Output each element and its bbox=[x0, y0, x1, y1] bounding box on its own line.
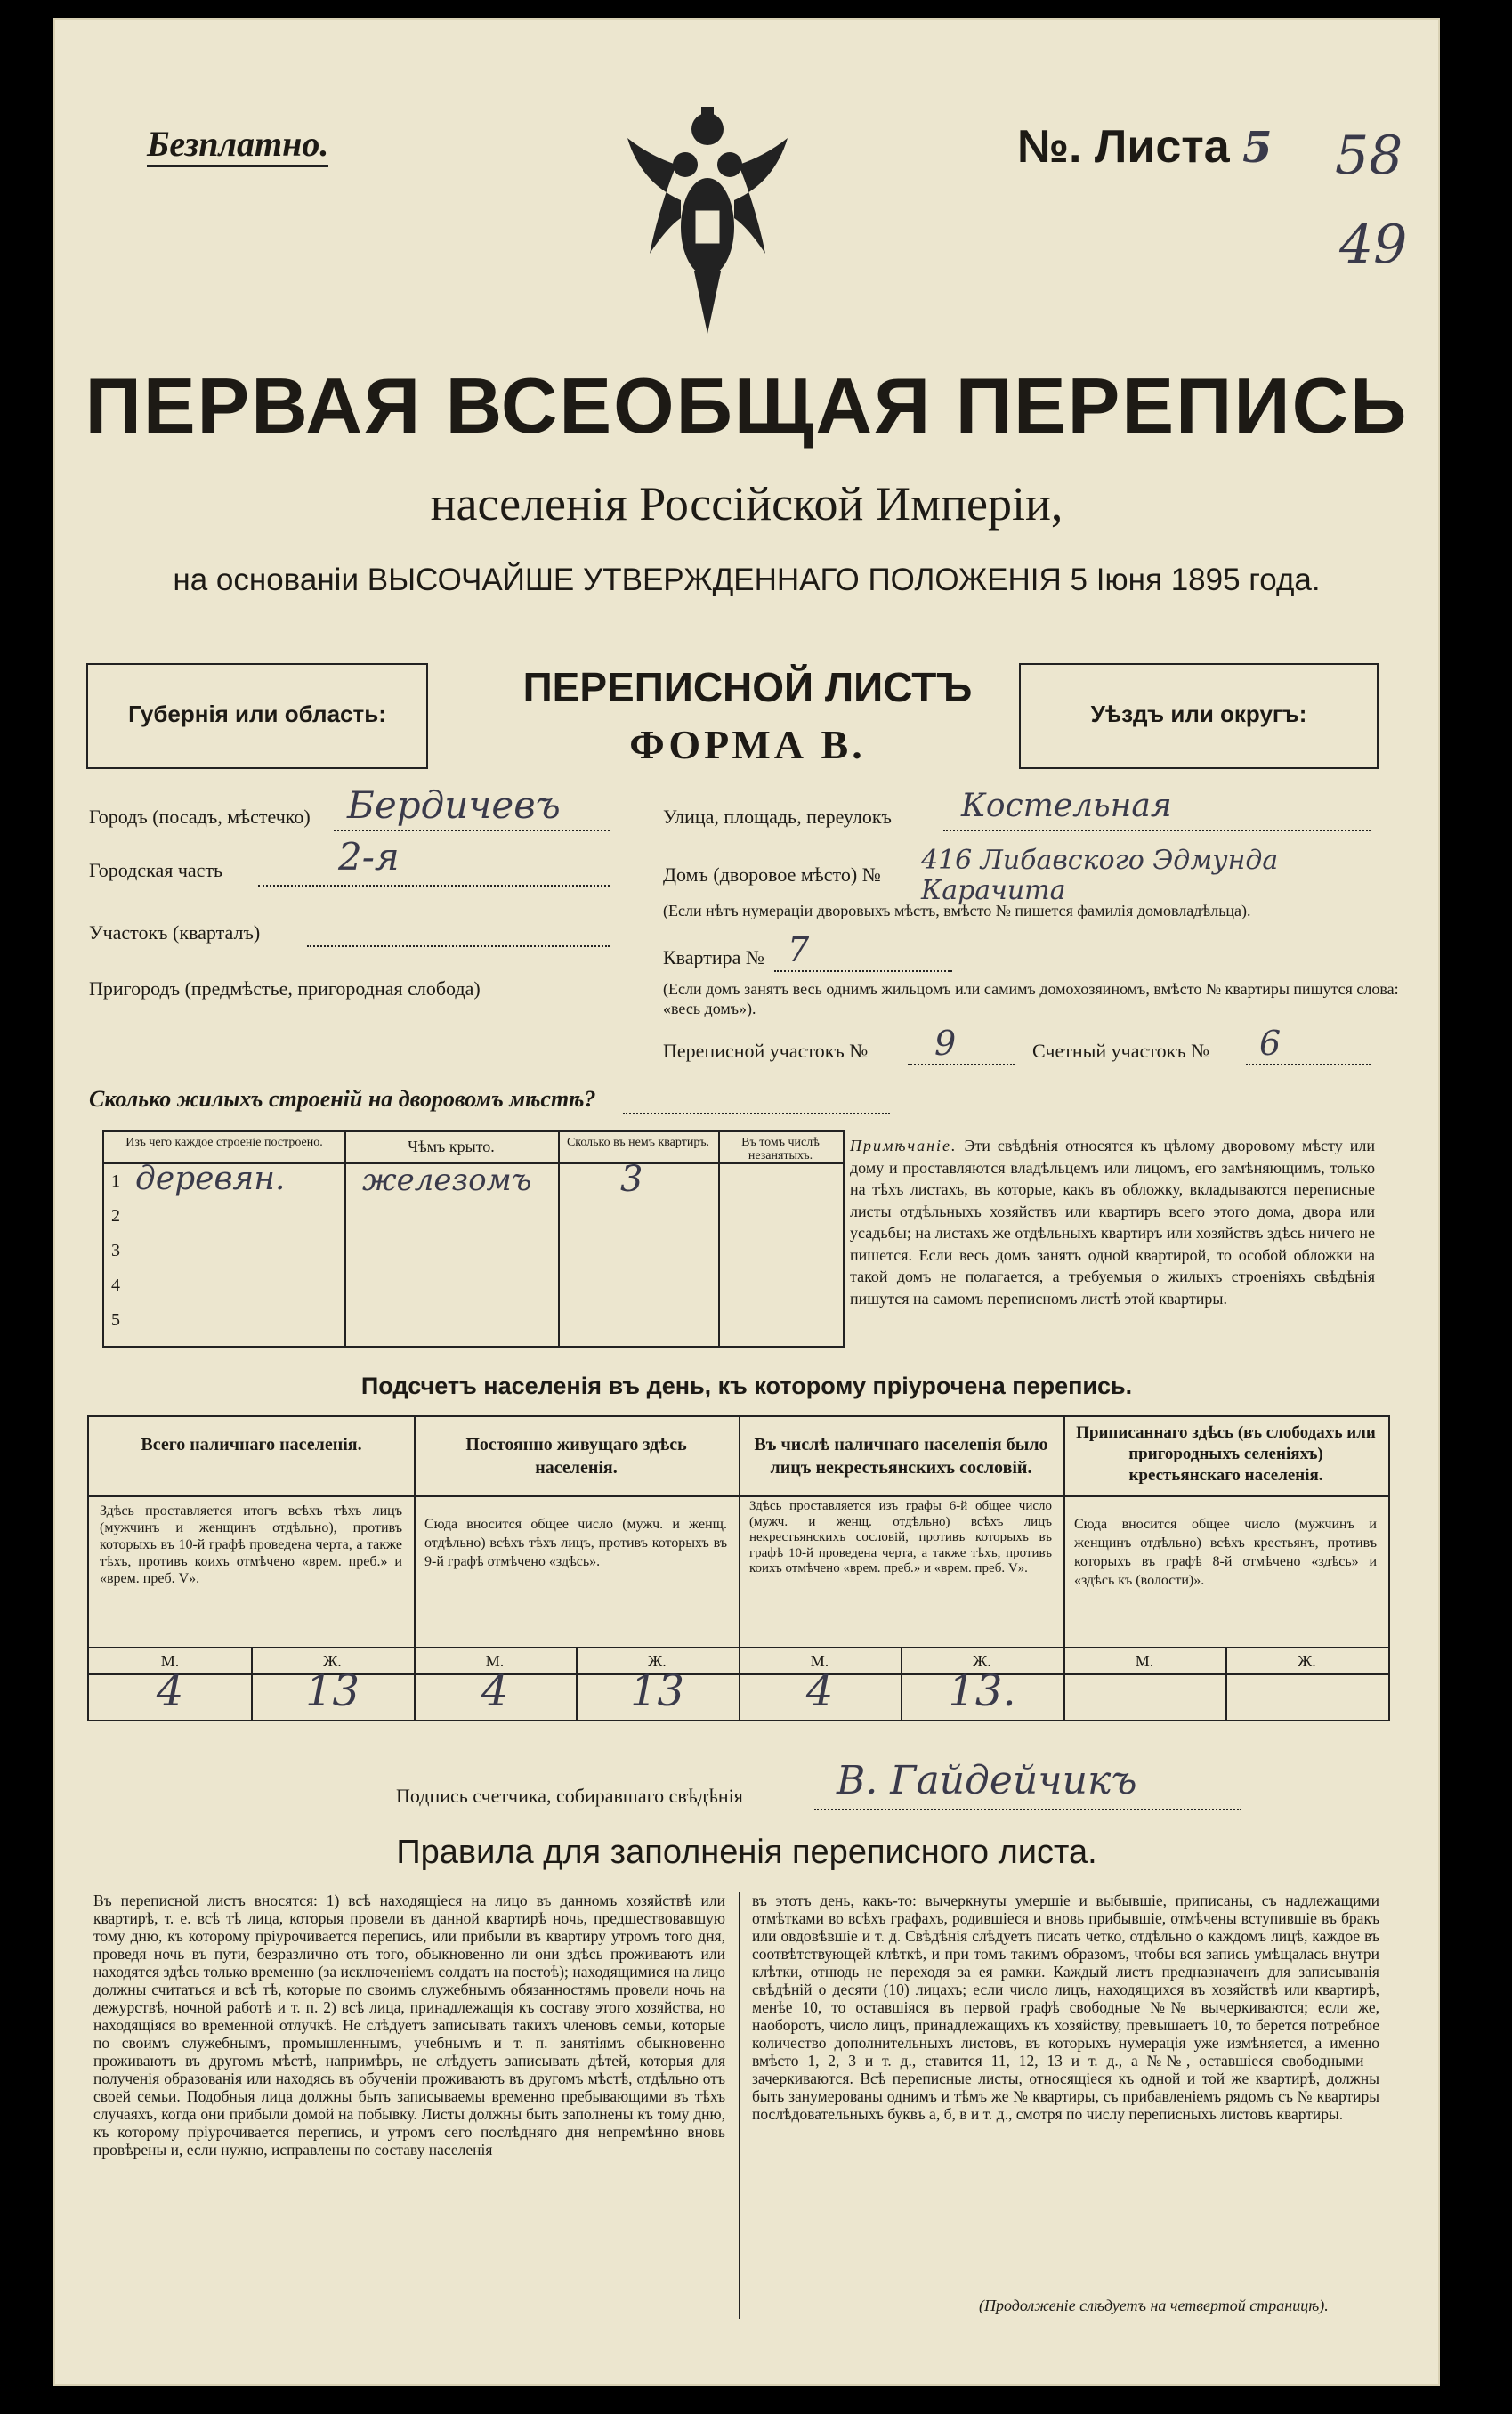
col-4-female-label: Ж. bbox=[1298, 1652, 1316, 1670]
signature-label: Подпись счетчика, собиравшаго свѣдѣнія bbox=[396, 1785, 743, 1807]
col-2-female-value: 13 bbox=[629, 1666, 685, 1716]
population-table bbox=[87, 1415, 1390, 1721]
buildings-header-vacant: Въ томъ числѣ незанятыхъ. bbox=[741, 1136, 820, 1162]
city-value: Бердичевъ bbox=[347, 783, 561, 827]
note bbox=[850, 1135, 1375, 1309]
building-roof-value: железомъ bbox=[362, 1162, 532, 1198]
table-row: 4 bbox=[111, 1276, 120, 1295]
signature-value: В. Гайдейчикъ bbox=[837, 1758, 1137, 1803]
sheet-number-label: №. Листа 5 bbox=[1017, 121, 1273, 173]
building-material-value: деревян. bbox=[135, 1161, 286, 1197]
col-1-male-value: 4 bbox=[156, 1666, 184, 1716]
population-col-1-head: Всего наличнаго населенія. bbox=[141, 1435, 362, 1454]
buildings-table bbox=[102, 1130, 845, 1348]
note-text: Эти свѣдѣнія относятся къ цѣлому дворовому мѣсту или дому и проставляются владѣльцемъ или лицомъ, его замѣняющимъ, только на тѣхъ листахъ, въ которые, какъ въ обложку, вкладываются переписные листы отдѣльныхъ хозяйствъ или квартиръ всего этого дома, двора или усадьбы; на листахъ же отдѣльныхъ квартиръ или хозяйствъ здѣсь ничего не пишется. Если весь домъ занятъ одной квартирой, то особой обложки на такой домъ не полагается, а требуемыя о жилыхъ строеніяхъ свѣдѣнія пишутся на самомъ переписномъ листѣ этой квартиры. bbox=[850, 1137, 1375, 1308]
population-col-1-desc: Здѣсь проставляется итогъ всѣхъ тѣхъ лицъ (мужчинъ и женщинъ отдѣльно), противъ которыхъ въ 10-й графѣ проведена черта, а также тѣхъ, противъ коихъ отмѣчено «врем. преб.» и «врем. преб. V». bbox=[100, 1503, 402, 1586]
corner-number-2: 49 bbox=[1339, 214, 1408, 276]
sheet-title: ПЕРЕПИСНОЙ ЛИСТЪ bbox=[522, 664, 973, 710]
buildings-header-roof: Чѣмъ крыто. bbox=[408, 1138, 495, 1155]
gubernia-box bbox=[86, 663, 428, 769]
city-part-value: 2-я bbox=[338, 835, 400, 879]
rules-right-column: въ этотъ день, какъ-то: вычеркнуты умершіе и выбывшіе, приписаны, съ надлежащими отмѣтками во всѣхъ графахъ, родившіеся и вновь прибывшіе, отмѣчены вступившіе въ бракъ или овдовѣвшіе и т. д. Свѣдѣнія слѣдуетъ писать четко, отдѣльно о каждомъ лицѣ, каждое въ соотвѣтствующей клѣткѣ, и при томъ такимъ образомъ, чтобы вся запись умѣщалась внутри клѣтки, отнюдь не переходя за ея рамки. Каждый листъ предназначенъ для записыванія свѣдѣній о десяти (10) лицахъ; если число лицъ, находящихся въ хозяйствѣ или квартирѣ, менѣе 10, то оставшіяся въ первой графѣ свободные №№ вычеркиваются; если же, наоборотъ, число лицъ, принадлежащихъ къ хозяйству, превышаетъ 10, то берется потребное количество дополнительныхъ листовъ, въ которыхъ нумерація уже измѣняется, а именно вмѣсто 1, 2, 3 и т. д., ставится 11, 12, 13 и т. д., а №№, оставшіеся свободными—зачеркиваются. Всѣ переписные листы, относящіеся къ одной и той же квартирѣ, должны быть занумерованы однимъ и тѣмъ же № квартиры, съ прибавленіемъ рядомъ съ № квартиры послѣдовательныхъ буквъ а, б, в и т. д., смотря по числу переписныхъ листовъ квартиры. bbox=[752, 1892, 1379, 2123]
house-value: 416 Либавского Эдмунда Карачита bbox=[921, 845, 1279, 906]
subtitle: населенія Россійской Имперіи, bbox=[430, 477, 1063, 531]
population-col-4-head: Приписаннаго здѣсь (въ слободахъ или пригородныхъ селеніяхъ) крестьянскаго населенія. bbox=[1076, 1423, 1376, 1485]
col-2-male-value: 4 bbox=[481, 1666, 509, 1716]
col-1-female-value: 13 bbox=[304, 1666, 360, 1716]
imperial-eagle-emblem bbox=[623, 102, 792, 343]
population-col-3-desc: Здѣсь проставляется изъ графы 6-й общее число (мужч. и женщ. отдѣльно) всѣхъ лицъ некрестьянскихъ сословій, противъ которыхъ въ графѣ 10-й проведена черта, а также тѣхъ, противъ коихъ отмѣчено «врем. преб.» и «врем. преб. V». bbox=[749, 1499, 1052, 1576]
street-label: Улица, площадь, переулокъ bbox=[663, 806, 892, 828]
free-label: Безплатно. bbox=[147, 123, 328, 167]
population-col-2-desc: Сюда вносится общее число (мужч. и женщ. отдѣльно) всѣхъ тѣхъ лицъ, противъ которыхъ въ 9-й графѣ отмѣчено «здѣсь». bbox=[424, 1517, 727, 1569]
table-row: 2 bbox=[111, 1206, 120, 1226]
apartment-label: Квартира № bbox=[663, 946, 764, 968]
buildings-header-material: Изъ чего каждое строеніе построено. bbox=[125, 1136, 323, 1149]
rules-left-column: Въ переписной листъ вносятся: 1) всѣ находящіеся на лицо въ данномъ хозяйствѣ или квартирѣ, т. е. всѣ тѣ лица, которыя провели въ данной квартирѣ ночь, предшествовавшую тому дню, къ которому пріурочивается перепись, или прибыли въ квартиру утромъ того дня, проведя ночь въ пути, безразлично отъ того, обыкновенно ли они здѣсь проживаютъ или находятся здѣсь только временно (за исключеніемъ солдатъ на постоѣ); находящимися на лицо должны считаться и всѣ тѣ, которые по своимъ служебнымъ обязанностямъ провели ночь на дежурствѣ, ночной работѣ и т. п. 2) всѣ лица, принадлежащія къ составу этого хозяйства, но находящіяся во временной отлучкѣ. Не слѣдуетъ записывать такихъ членовъ семьи, которые по своимъ служебнымъ, промышленнымъ, учебнымъ и т. п. занятіямъ обыкновенно проживаютъ въ другомъ мѣстѣ, напримѣръ, не слѣдуетъ записывать дѣтей, которыя для полученія образованія или находясь въ обученіи проживаютъ въ другомъ мѣстѣ, отдѣльно отъ своей семьи. Подобныя лица должны быть записываемы временно пребывающими въ тѣхъ случаяхъ, когда они прибыли домой на побывку. Листы должны быть заполнены къ тому дню, къ которому пріурочивается перепись, и утромъ сего послѣдняго дня непремѣнно вновь провѣрены и, если нужно, исправлены по составу населенія bbox=[93, 1892, 725, 2159]
col-2-male-label: М. bbox=[485, 1652, 505, 1670]
table-row: 5 bbox=[111, 1310, 120, 1330]
population-title: Подсчетъ населенія въ день, къ которому пріурочена перепись. bbox=[360, 1373, 1133, 1399]
rules-continued: (Продолженіе слѣдуетъ на четвертой страницѣ). bbox=[979, 2297, 1329, 2314]
basis-line: на основаніи ВЫСОЧАЙШЕ УТВЕРЖДЕННАГО ПОЛОЖЕНІЯ 5 Іюня 1895 года. bbox=[173, 563, 1321, 597]
suburb-label: Пригородъ (предмѣстье, пригородная слобода) bbox=[89, 977, 481, 1000]
city-part-label: Городская часть bbox=[89, 859, 223, 881]
census-sheet bbox=[53, 18, 1440, 2386]
uezd-label: Уѣздъ или округъ: bbox=[1090, 701, 1307, 727]
uezd-box bbox=[1019, 663, 1379, 769]
col-3-male-value: 4 bbox=[805, 1666, 834, 1716]
col-2-female-label: Ж. bbox=[648, 1652, 667, 1670]
gubernia-label: Губернія или область: bbox=[128, 701, 386, 727]
census-area-label: Переписной участокъ № bbox=[663, 1040, 869, 1062]
col-1-male-label: М. bbox=[160, 1652, 180, 1670]
table-row: 3 bbox=[111, 1241, 120, 1260]
sheet-number-value: 5 bbox=[1242, 123, 1273, 173]
apartment-value: 7 bbox=[788, 930, 810, 969]
col-3-male-label: М. bbox=[810, 1652, 829, 1670]
house-note: (Если нѣтъ нумераціи дворовыхъ мѣстъ, вмѣсто № пишется фамилія домовладѣльца). bbox=[663, 902, 1251, 919]
population-col-4-desc: Сюда вносится общее число (мужчинъ и женщинъ отдѣльно) всѣхъ крестьянъ, противъ которыхъ въ графѣ 8-й отмѣчено «здѣсь» и «здѣсь къ (волости)». bbox=[1074, 1517, 1377, 1588]
census-area-value: 9 bbox=[934, 1024, 957, 1063]
note-label: Примѣчаніе. bbox=[850, 1137, 958, 1154]
population-col-3-head: Въ числѣ наличнаго населенія было лицъ некрестьянскихъ сословій. bbox=[754, 1435, 1048, 1478]
street-value: Костельная bbox=[961, 788, 1172, 824]
col-3-female-label: Ж. bbox=[973, 1652, 991, 1670]
count-area-label: Счетный участокъ № bbox=[1032, 1040, 1210, 1062]
buildings-question: Сколько жилыхъ строеній на дворовомъ мѣстѣ? bbox=[89, 1086, 596, 1112]
building-apartments-value: 3 bbox=[620, 1159, 643, 1200]
house-label: Домъ (дворовое мѣсто) № bbox=[663, 863, 881, 886]
buildings-header-apartments: Сколько въ немъ квартиръ. bbox=[566, 1136, 710, 1149]
corner-number-1: 58 bbox=[1335, 125, 1403, 187]
population-col-2-head: Постоянно живущаго здѣсь населенія. bbox=[465, 1435, 687, 1478]
apartment-note: (Если домъ занятъ весь однимъ жильцомъ или самимъ домохозяиномъ, вмѣсто № квартиры пишутся слова: «весь домъ»). bbox=[663, 980, 1399, 1017]
table-row: 1 bbox=[111, 1171, 120, 1191]
rules-title: Правила для заполненія переписного листа. bbox=[396, 1834, 1097, 1871]
count-area-value: 6 bbox=[1259, 1024, 1282, 1063]
city-label: Городъ (посадъ, мѣстечко) bbox=[89, 806, 311, 828]
block-label: Участокъ (кварталъ) bbox=[89, 921, 261, 944]
col-3-female-value: 13. bbox=[948, 1666, 1016, 1716]
main-title: ПЕРВАЯ ВСЕОБЩАЯ ПЕРЕПИСЬ bbox=[85, 361, 1409, 450]
col-4-male-label: М. bbox=[1135, 1652, 1154, 1670]
form-name: ФОРМА В. bbox=[629, 722, 866, 767]
col-1-female-label: Ж. bbox=[323, 1652, 342, 1670]
